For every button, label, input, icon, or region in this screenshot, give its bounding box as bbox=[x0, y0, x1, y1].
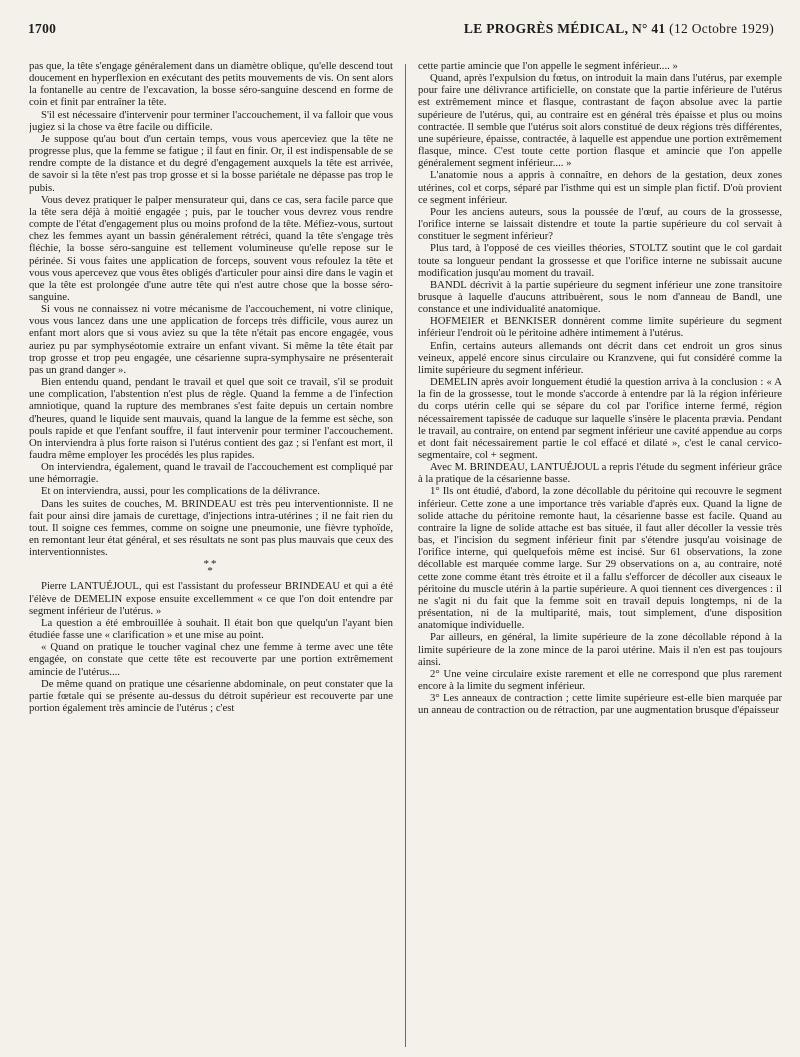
section-separator: ** * bbox=[203, 558, 219, 578]
paragraph: Quand, après l'expulsion du fœtus, on introduit la main dans l'utérus, par exemple pour faire une délivrance artificielle, on constate que la partie inférieure de l'utérus est extrêmement mince et flasque, contrastant de façon absolue avec la partie supérieure de l'utérus, qui, au contraire est en général très épaisse et plus ou moins contractée. Il semble que l'utérus soit alors constitué de deux régions très différentes, une supérieure, épaisse, contractée, à laquelle est appendue une portion extrêmement flasque, mince. C'est toute cette portion flasque et amincie que l'on appelle généralement segment inférieur.... » bbox=[418, 72, 782, 170]
paragraph: Pierre LANTUÉJOUL, qui est l'assistant du professeur BRINDEAU et qui a été l'élève de DEMELIN expose ensuite excellemment « ce que l'on doit entendre par segment inférieur de l'utérus. » bbox=[29, 580, 393, 617]
paragraph: Si vous ne connaissez ni votre mécanisme de l'accouchement, ni votre clinique, vous vous lancez dans une une application de forceps très difficile, vous aurez un enfant mort alors que si vous aviez su que la tête n'était pas encore engagée, vous auriez pu par symphyséotomie extraire un enfant vivant. Si même la tête était par trop grosse et trop peu engagée, une césarienne supra-symphysaire ne présenterait pas un grand danger ». bbox=[29, 303, 393, 376]
right-column bbox=[418, 60, 782, 1049]
column-divider bbox=[405, 64, 406, 1047]
paragraph: Pour les anciens auteurs, sous la poussée de l'œuf, au cours de la grossesse, l'orifice interne se laissait distendre et toute la partie supérieure du col servait à constituer le segment inférieur? bbox=[418, 205, 782, 243]
paragraph: Bien entendu quand, pendant le travail et quel que soit ce travail, s'il se produit une complication, l'abstention n'est plus de règle. Quand la femme a de l'infection amniotique, quand la rupture des membranes s'est faite depuis un certain nombre d'heures, quand le liquide sent mauvais, quand la langue de la femme est sèche, son pouls rapide et que l'enfant souffre, il faut intervenir pour terminer l'accouchement. On interviendra à plus forte raison si l'utérus contient des gaz ; si l'enfant est mort, il faudra même employer les procédés les plus rapides. bbox=[29, 376, 393, 461]
paragraph: Et on interviendra, aussi, pour les complications de la délivrance. bbox=[41, 485, 320, 498]
paragraph: Vous devez pratiquer le palper mensurateur qui, dans ce cas, sera facile parce que la tête sera déjà à moitié engagée ; puis, par le toucher vous devrez vous rendre compte de l'état d'engagement plus ou moins profond de la tête. Méfiez-vous, surtout chez les femmes ayant un bassin généralement rétréci, quand la tête s'engage très fléchie, la bosse séro-sanguine est tellement volumineuse qu'elle repose sur le périnée. Si vous faites une application de forceps, souvent vous refoulez la tête et vous vous apercevez que vous êtes obligés d'articuler pour ainsi dire dans le vagin et que la tête est prolongée d'une autre tête qui n'est autre chose que la bosse séro-sanguine. bbox=[29, 193, 393, 303]
page-number: 1700 bbox=[28, 21, 57, 36]
left-column bbox=[29, 60, 393, 1049]
paragraph: 3° Les anneaux de contraction ; cette limite supérieure est-elle bien marquée par un anneau de contraction ou de rétraction, par une augmentation brusque d'épaisseur bbox=[418, 692, 782, 717]
paragraph: L'anatomie nous a appris à connaître, en dehors de la gestation, deux zones utérines, col et corps, séparé par l'isthme qui est un simple plan fictif. D'où provient ce segment inférieur. bbox=[418, 169, 782, 206]
paragraph: La question a été embrouillée à souhait. Il était bon que quelqu'un l'ayant bien étudiée fasse une « clarification » et une mise au point. bbox=[29, 616, 393, 642]
paragraph: Enfin, certains auteurs allemands ont décrit dans cet endroit un gros sinus veineux, appelé encore sinus circulaire ou Kranzvene, qui fut considéré comme la limite supérieure du segment inférieur. bbox=[418, 339, 782, 376]
paragraph: Je suppose qu'au bout d'un certain temps, vous vous aperceviez que la tête ne progresse plus, que la femme se fatigue ; il faut en finir. Or, il est indispensable de se rendre compte de la distance et du degré d'engagement auxquels la tête est arrivée, de savoir si la tête n'est pas trop grosse et si la bosse pariétale ne dépasse pas trop le pubis. bbox=[29, 132, 393, 194]
paragraph: pas que, la tête s'engage généralement dans un diamètre oblique, qu'elle descend tout doucement en hyperflexion en exécutant des petits mouvements de vis. On sent alors la fontanelle au centre de l'excavation, la bosse séro-sanguine descend en forme de coin et finit par entraîner la tête. bbox=[29, 60, 393, 109]
paragraph: Plus tard, à l'opposé de ces vieilles théories, STOLTZ soutint que le col gardait toute sa longueur pendant la grossesse et que l'orifice interne ne subissait aucune modification jusqu'au moment du travail. bbox=[418, 242, 782, 279]
paragraph: 1° Ils ont étudié, d'abord, la zone décollable du péritoine qui recouvre le segment inférieur. Cette zone a une importance très variable d'après eux. Quand la ligne de solide attache du péritoine remonte haut, la césarienne basse est facile. Quand au contraire la ligne de solide attache est bas située, il faut aller décoller la vessie très bas, et l'incision du segment inférieur finit par s'étendre jusqu'au voisinage de l'orifice interne, qui quelquefois même est incisé. Sur 61 observations, la zone décollable est marquée comme large. Sur 29 observations on a, au contraire, noté cette zone comme étant très étroite et il a fallu s'efforcer de décoller aux ciseaux le péritoine du muscle utérin à la partie supérieure. A quoi tiennent ces divergences : il ne s'agit ni du fait que la femme soit en travail depuis longtemps, ni de la présentation, ni de la multiparité, mais, tout simplement, d'une disposition anatomique individuelle. bbox=[418, 485, 782, 632]
issue-date: (12 Octobre 1929) bbox=[669, 21, 774, 36]
paragraph: Dans les suites de couches, M. BRINDEAU est très peu interventionniste. Il ne fait pour ainsi dire jamais de curettage, d'injections intra-utérines ; il ne fait rien du tout. Il soigne ces femmes, comme on soigne une pneumonie, une fièvre typhoïde, en remontant leur état général, et ses résultats ne sont pas plus mauvais que ceux des interventionnistes. bbox=[29, 497, 393, 559]
paragraph: On interviendra, également, quand le travail de l'accouchement est compliqué par une hémorragie. bbox=[29, 461, 393, 486]
paragraph: HOFMEIER et BENKISER donnèrent comme limite supérieure du segment inférieur l'endroit où le péritoine adhère intimement à l'utérus. bbox=[418, 315, 782, 340]
issue-number: N° 41 bbox=[631, 21, 666, 36]
paragraph: cette partie amincie que l'on appelle le segment inférieur.... » bbox=[418, 60, 678, 72]
paragraph: DEMELIN après avoir longuement étudié la question arriva à la conclusion : « A la fin de la grossesse, tout le monde s'accorde à entendre par là la région inférieure du corps utérin celle qui se sépare du col par l'orifice interne fermé, région nécessairement tapissée de caduque sur laquelle s'insère le placenta prævia. Pendant le travail, au contraire, on entend par segment inférieur une cavité appendue au corps et dont fait nécessairement partie le col effacé et dilaté », c'est le canal cervico-segmentaire, col + segment. bbox=[418, 376, 782, 461]
paragraph: Par ailleurs, en général, la limite supérieure de la zone décollable répond à la limite supérieure de la zone mince de la paroi utérine. Mais il n'en est pas toujours ainsi. bbox=[418, 631, 782, 668]
running-header bbox=[28, 2, 774, 42]
header-title bbox=[464, 21, 774, 37]
paragraph: 2° Une veine circulaire existe rarement et elle ne correspond que plus rarement encore à la limite du segment inférieur. bbox=[418, 667, 782, 692]
paragraph: Avec M. BRINDEAU, LANTUÉJOUL a repris l'étude du segment inférieur grâce à la pratique de la césarienne basse. bbox=[418, 461, 782, 486]
paragraph: BANDL décrivit à la partie supérieure du segment inférieur une zone transitoire brusque à laquelle d'aucuns attribuèrent, sous le nom d'anneau de Bandl, une constance et une individualité anatomique. bbox=[418, 278, 782, 316]
paragraph: S'il est nécessaire d'intervenir pour terminer l'accouchement, il va falloir que vous jugiez si la chose va être facile ou difficile. bbox=[29, 108, 393, 133]
paragraph: « Quand on pratique le toucher vaginal chez une femme à terme avec une tête engagée, on constate que cette tête est recouverte par une portion extrêmement amincie de l'utérus.... bbox=[29, 641, 393, 678]
journal-name: LE PROGRÈS MÉDICAL, bbox=[463, 21, 629, 36]
paragraph: De même quand on pratique une césarienne abdominale, on peut constater que la partie fœtale qui se présente au-dessus du détroit supérieur est recouverte par une portion également très amincie de l'utérus ; c'est bbox=[29, 677, 393, 714]
